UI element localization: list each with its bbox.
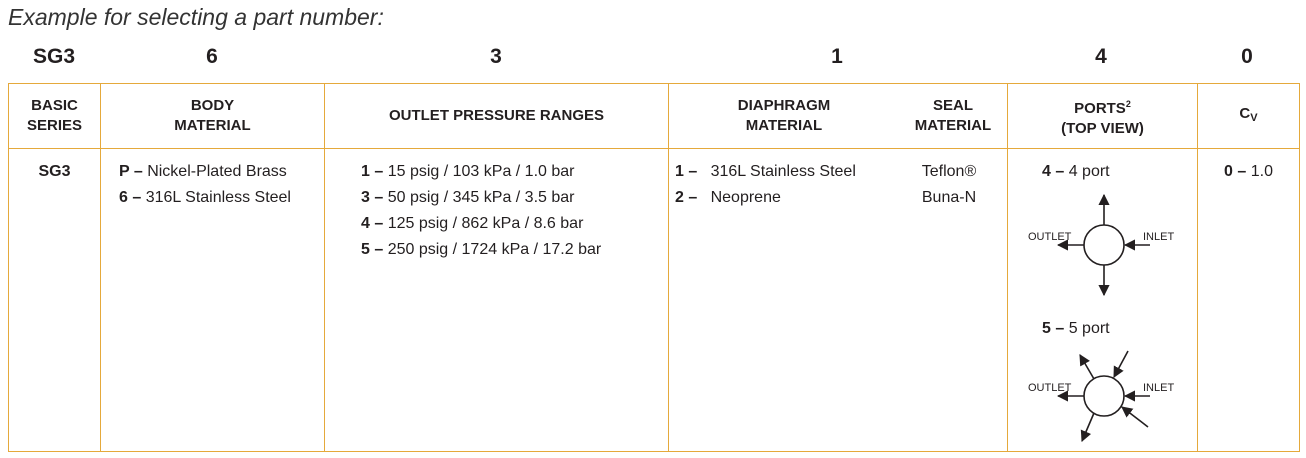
header-ports-line2: (TOP VIEW): [1061, 119, 1144, 137]
header-basic-series-line2: SERIES: [26, 117, 83, 134]
example-diaphragm: 1: [831, 45, 843, 68]
ports-option-label: 5 port: [1068, 320, 1110, 337]
port-body-circle: [1084, 225, 1124, 265]
outlet-option: [361, 185, 668, 211]
outlet-option-label: 125 psig / 862 kPa / 8.6 bar: [387, 215, 584, 232]
ports-option-label: 4 port: [1068, 163, 1110, 180]
arrow-in-bottom-right-icon: [1122, 407, 1148, 427]
outlet-option-code: 5 –: [361, 241, 384, 258]
header-seal-line2: MATERIAL: [914, 117, 992, 134]
outlet-label: OUTLET: [1028, 231, 1072, 243]
part-number-table: [8, 83, 1300, 452]
body-option: [119, 185, 324, 211]
body-option-label: 316L Stainless Steel: [145, 189, 291, 206]
cv-option-code: 0 –: [1224, 163, 1247, 180]
ports-option-code: 5 –: [1042, 320, 1065, 337]
arrow-up-left-icon: [1080, 355, 1094, 379]
diaphragm-option-label: Neoprene: [710, 189, 781, 206]
cell-ports: [1008, 149, 1198, 452]
outlet-option-label: 50 psig / 345 kPa / 3.5 bar: [387, 189, 575, 206]
diaphragm-option-code: 1 –: [675, 163, 698, 180]
cell-diaphragm-seal: [669, 149, 1008, 452]
options-row: [9, 149, 1300, 452]
page-title: Example for selecting a part number:: [8, 4, 384, 30]
body-option-code: 6 –: [119, 189, 142, 206]
outlet-option-code: 1 –: [361, 163, 384, 180]
header-ports-line1: PORTS: [1074, 99, 1126, 117]
body-option-label: Nickel-Plated Brass: [147, 163, 287, 180]
cv-option: [1198, 149, 1299, 185]
example-outlet: 3: [490, 45, 502, 68]
body-option-code: P –: [119, 163, 143, 180]
header-diaphragm-line1: DIAPHRAGM: [737, 97, 831, 114]
outlet-label: OUTLET: [1028, 382, 1072, 394]
header-body-material: [101, 84, 325, 149]
header-diaphragm-seal: [669, 84, 1008, 149]
header-outlet-pressure: [325, 84, 669, 149]
inlet-label: INLET: [1143, 231, 1175, 243]
header-body-line1: BODY: [190, 97, 235, 114]
ports-option: [1042, 316, 1110, 342]
header-cv-sub: V: [1250, 112, 1258, 124]
cell-outlet-pressure: [325, 149, 669, 452]
header-ports: [1008, 84, 1198, 149]
outlet-option-label: 15 psig / 103 kPa / 1.0 bar: [387, 163, 575, 180]
outlet-option: [361, 211, 668, 237]
ports-option-code: 4 –: [1042, 163, 1065, 180]
inlet-label: INLET: [1143, 382, 1175, 394]
seal-option-label: Teflon®: [921, 163, 977, 180]
header-outlet-label: OUTLET PRESSURE RANGES: [388, 107, 605, 124]
header-diaphragm-line2: MATERIAL: [745, 117, 823, 134]
header-seal-line1: SEAL: [932, 97, 973, 114]
example-ports: 4: [1095, 45, 1107, 68]
outlet-option-code: 4 –: [361, 215, 384, 232]
outlet-option-code: 3 –: [361, 189, 384, 206]
outlet-option: [361, 237, 668, 263]
header-basic-series-line1: BASIC: [31, 97, 78, 114]
header-row: [9, 84, 1300, 149]
five-port-diagram: [1008, 341, 1198, 451]
cell-body-material: [101, 149, 325, 452]
header-ports-footnote: 2: [1125, 98, 1131, 109]
arrow-in-top-right-icon: [1114, 351, 1128, 377]
cv-option-value: 1.0: [1250, 163, 1273, 180]
header-seal: [899, 96, 1007, 136]
outlet-option-label: 250 psig / 1724 kPa / 17.2 bar: [387, 241, 602, 258]
diaphragm-option-code: 2 –: [675, 189, 698, 206]
header-body-line2: MATERIAL: [174, 117, 251, 134]
example-basic-series: SG3: [32, 45, 76, 68]
cell-cv: [1198, 149, 1300, 452]
header-diaphragm: [669, 96, 899, 136]
diaphragm-option: [675, 185, 1007, 211]
four-port-diagram: [1008, 185, 1198, 305]
port-body-circle: [1084, 376, 1124, 416]
header-cv-c: C: [1239, 105, 1251, 122]
arrow-down-left-icon: [1082, 413, 1094, 441]
cell-basic-series: [9, 149, 101, 452]
header-cv: [1198, 84, 1300, 149]
header-basic-series: [9, 84, 101, 149]
example-body: 6: [206, 45, 218, 68]
body-option: [119, 159, 324, 185]
example-cv: 0: [1241, 45, 1253, 68]
basic-series-value: SG3: [38, 163, 71, 180]
outlet-option: [361, 159, 668, 185]
diaphragm-option-label: 316L Stainless Steel: [710, 163, 856, 180]
seal-option-label: Buna-N: [921, 189, 977, 206]
diaphragm-option: [675, 159, 1007, 185]
ports-option: [1042, 159, 1110, 185]
